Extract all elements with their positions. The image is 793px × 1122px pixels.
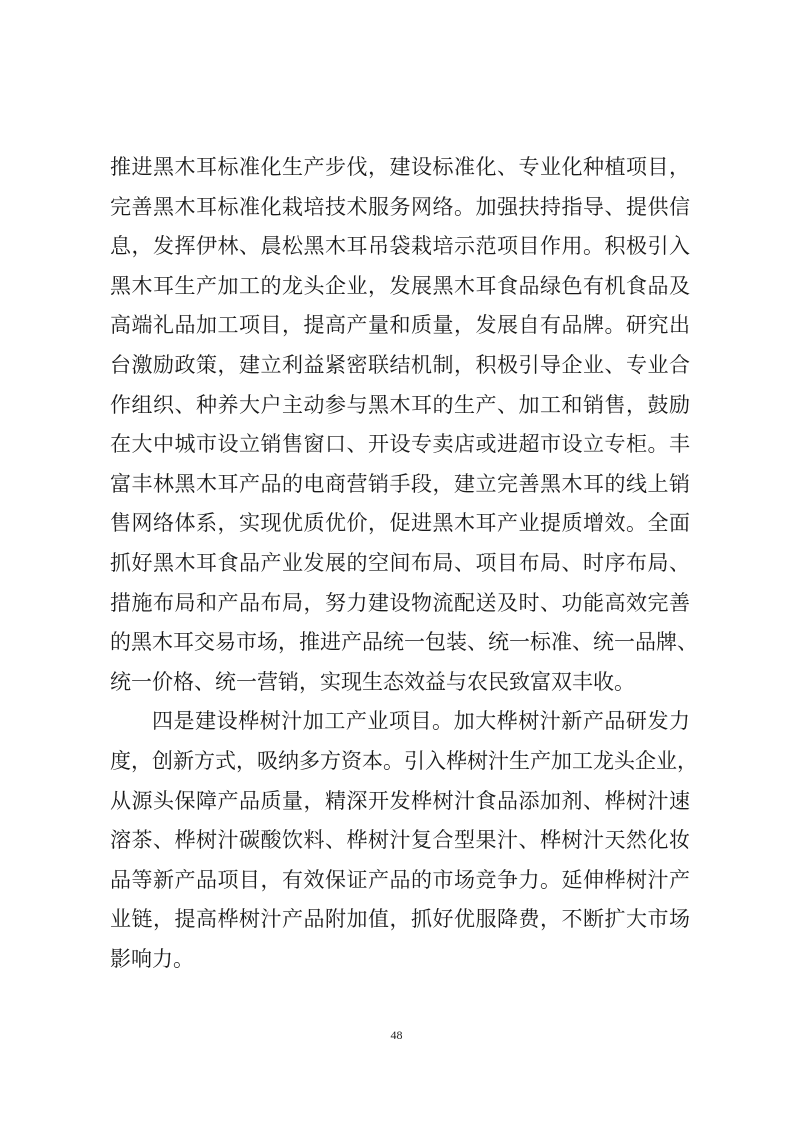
text-line: 四是建设桦树汁加工产业项目。加大桦树汁新产品研发力 [152, 709, 690, 734]
text-line: 完善黑木耳标准化栽培技术服务网络。加强扶持指导、提供信 [110, 194, 690, 219]
text-line: 品等新产品项目，有效保证产品的市场竞争力。延伸桦树汁产 [110, 867, 690, 892]
text-line: 作组织、种养大户主动参与黑木耳的生产、加工和销售，鼓励 [110, 392, 690, 417]
text-line: 业链，提高桦树汁产品附加值，抓好优服降费，不断扩大市场 [110, 907, 690, 932]
text-line: 抓好黑木耳食品产业发展的空间布局、项目布局、时序布局、 [110, 550, 690, 575]
text-line: 售网络体系，实现优质优价，促进黑木耳产业提质增效。全面 [110, 511, 690, 536]
text-line: 推进黑木耳标准化生产步伐，建设标准化、专业化种植项目， [110, 155, 690, 179]
text-line: 统一价格、统一营销，实现生态效益与农民致富双丰收。 [110, 669, 635, 694]
text-line: 在大中城市设立销售窗口、开设专卖店或进超市设立专柜。丰 [110, 432, 690, 457]
text-line: 黑木耳生产加工的龙头企业，发展黑木耳食品绿色有机食品及 [110, 273, 690, 298]
text-line: 度，创新方式，吸纳多方资本。引入桦树汁生产加工龙头企业， [110, 748, 698, 773]
text-line: 息，发挥伊林、晨松黑木耳吊袋栽培示范项目作用。积极引入 [110, 234, 690, 259]
text-line: 富丰林黑木耳产品的电商营销手段，建立完善黑木耳的线上销 [110, 471, 690, 496]
text-line: 影响力。 [110, 946, 194, 971]
text-line: 溶茶、桦树汁碳酸饮料、桦树汁复合型果汁、桦树汁天然化妆 [110, 828, 690, 853]
body-text [110, 148, 698, 979]
text-line: 措施布局和产品布局，努力建设物流配送及时、功能高效完善 [110, 590, 690, 615]
text-line: 的黑木耳交易市场，推进产品统一包装、统一标准、统一品牌、 [110, 630, 698, 655]
page-number: 48 [390, 1028, 403, 1042]
text-line: 从源头保障产品质量，精深开发桦树汁食品添加剂、桦树汁速 [110, 788, 690, 813]
paragraph-2 [110, 702, 698, 979]
text-line: 高端礼品加工项目，提高产量和质量，发展自有品牌。研究出 [110, 313, 690, 338]
paragraph-1 [110, 148, 698, 702]
text-line: 台激励政策，建立利益紧密联结机制，积极引导企业、专业合 [110, 352, 690, 377]
